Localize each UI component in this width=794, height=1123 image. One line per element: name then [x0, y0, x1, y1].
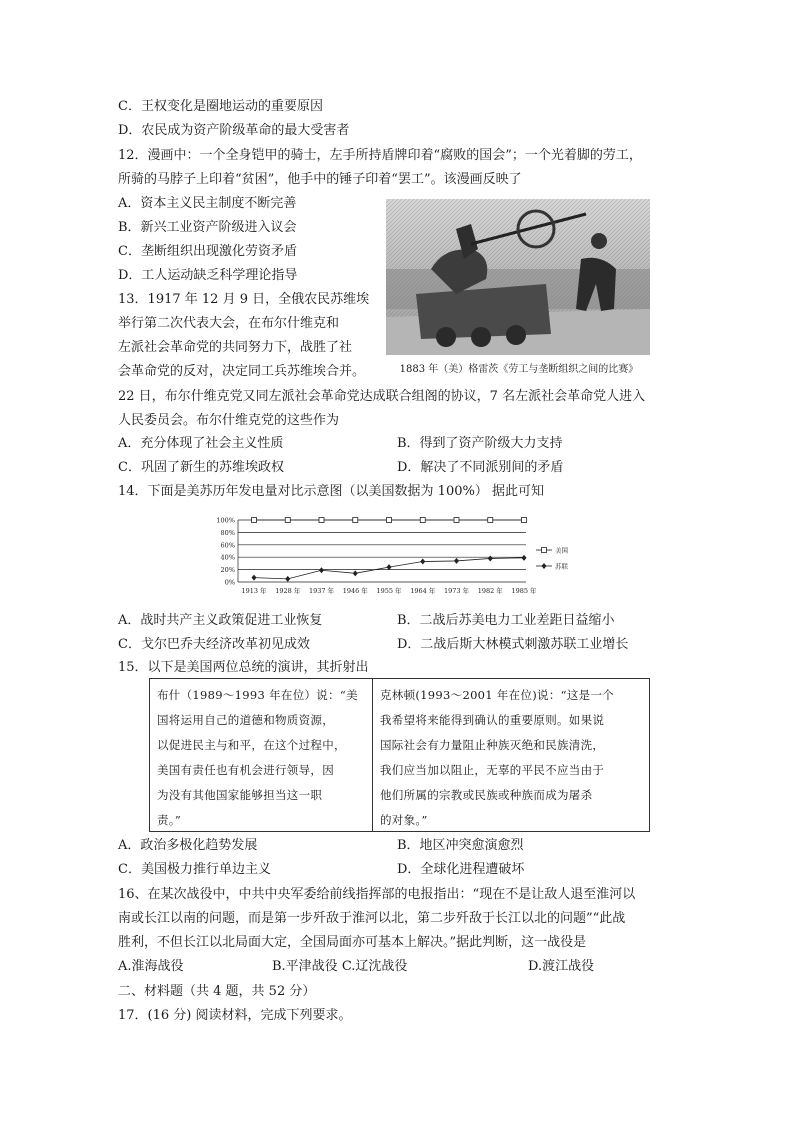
data-point [420, 559, 425, 565]
data-point [454, 558, 459, 564]
q13-option-b: B．得到了资产阶级大力支持 [397, 436, 563, 451]
x-tick-label: 1928 年 [275, 587, 301, 595]
q11-option-d: D．农民成为资产阶级革命的最大受害者 [118, 123, 350, 138]
data-point [488, 518, 493, 523]
x-tick-label: 1964 年 [410, 587, 436, 595]
q13-stem-line-3: 左派社会革命党的共同努力下，战胜了社 [118, 340, 353, 355]
q17-stem: 17．(16 分) 阅读材料，完成下列要求。 [118, 1008, 352, 1023]
legend-marker [542, 548, 547, 553]
cartoon-illustration [386, 199, 650, 355]
q13-stem-line-6: 人民委员会。布尔什维克党的这些作为 [118, 413, 340, 428]
q14-option-d: D．二战后斯大林模式刺激苏联工业增长 [397, 637, 629, 652]
q13-stem-line-4: 会革命党的反对，决定同工兵苏维埃合并。 [118, 364, 366, 379]
q16-option-d: D.渡江战役 [528, 959, 595, 974]
q13-option-d: D．解决了不同派别间的矛盾 [397, 460, 564, 475]
data-point [252, 518, 257, 523]
q16-stem-line-3: 胜利，不但长江以北局面大定，全国局面亦可基本上解决。”据此判断，这一战役是 [118, 935, 587, 950]
q12-stem-line-2: 所骑的马脖子上印着“贫困”，他手中的锤子印着“罢工”。该漫画反映了 [118, 172, 522, 187]
legend-label: 美国 [555, 546, 568, 555]
speech-quote-table [149, 678, 650, 832]
y-tick-label: 40% [220, 553, 235, 562]
legend-label: 苏联 [555, 562, 568, 571]
electricity-comparison-chart [206, 512, 596, 600]
q13-stem-line-2: 举行第二次代表大会，在布尔什维克和 [118, 316, 340, 331]
q14-stem: 14．下面是美苏历年发电量对比示意图（以美国数据为 100%） 据此可知 [118, 484, 544, 499]
q13-stem-line-5: 22 日，布尔什维克党又同左派社会革命党达成联合组阁的协议，7 名左派社会革命党人进入 [118, 389, 646, 404]
q12-stem-line-1: 12．漫画中：一个全身铠甲的骑士，左手所持盾牌印着“腐败的国会”；一个光着脚的劳工， [118, 148, 642, 163]
q15-option-b: B．地区冲突愈演愈烈 [397, 838, 524, 853]
q15-stem: 15．以下是美国两位总统的演讲，其折射出 [118, 660, 369, 675]
q16-option-a: A.淮海战役 [118, 959, 184, 974]
q12-option-c: C．垄断组织出现激化劳资矛盾 [118, 244, 297, 259]
x-tick-label: 1985 年 [511, 587, 537, 595]
x-tick-label: 1955 年 [376, 587, 402, 595]
q14-option-b: B．二战后苏美电力工业差距日益缩小 [397, 613, 615, 628]
y-tick-label: 0% [224, 578, 235, 587]
data-point [387, 518, 392, 523]
q15-option-c: C．美国极力推行单边主义 [118, 862, 271, 877]
q12-option-a: A．资本主义民主制度不断完善 [118, 196, 297, 211]
x-tick-label: 1982 年 [477, 587, 503, 595]
legend-marker [542, 563, 547, 569]
clinton-quote: 克林顿(1993～2001 年在位)说：“这是一个 我希望将来能得到确认的重要原则。如果说 国际社会有力量阻止种族灭绝和民族清洗， 我们应当加以阻止，无辜的平民不应当由于 他们所属的宗教或民族或种族而成为屠杀 的对象。” [380, 688, 615, 827]
data-point [285, 518, 290, 523]
q12-option-d: D．工人运动缺乏科学理论指导 [118, 268, 298, 283]
q11-option-c: C．王权变化是圈地运动的重要原因 [118, 99, 323, 114]
section-2-heading: 二、材料题（共 4 题，共 52 分） [118, 984, 316, 999]
data-point [319, 567, 324, 573]
data-point [353, 518, 358, 523]
q16-stem-line-1: 16、在某次战役中，中共中央军委给前线指挥部的电报指出：“现在不是让敌人退至淮河以 [118, 887, 636, 902]
y-tick-label: 60% [220, 541, 235, 550]
q15-option-a: A．政治多极化趋势发展 [118, 838, 258, 853]
data-point [454, 518, 459, 523]
q14-option-a: A．战时共产主义政策促进工业恢复 [118, 613, 323, 628]
x-tick-label: 1913 年 [241, 587, 267, 595]
q13-stem-line-1: 13．1917 年 12 月 9 日，全俄农民苏维埃 [118, 292, 370, 307]
x-tick-label: 1973 年 [443, 587, 470, 595]
data-point [353, 570, 358, 576]
x-tick-label: 1937 年 [308, 587, 335, 595]
data-point [252, 575, 257, 581]
data-point [420, 518, 425, 523]
q13-option-a: A．充分体现了社会主义性质 [118, 436, 284, 451]
y-tick-label: 100% [216, 516, 235, 525]
bush-quote: 布什（1989～1993 年在位）说：“美 国将运用自己的道德和物质资源， 以促进民主与和平，在这个过程中， 美国有责任也有机会进行领导，因 为没有其他国家能够担当这一职 责。” [150, 679, 373, 831]
data-point [387, 564, 392, 570]
data-point [522, 555, 527, 561]
data-point [319, 518, 324, 523]
data-point [285, 576, 290, 582]
cartoon-caption: 1883 年（美）格雷茨《劳工与垄断组织之间的比赛》 [399, 364, 639, 375]
y-tick-label: 20% [220, 566, 235, 575]
q16-stem-line-2: 南或长江以南的问题，而是第一步歼敌于淮河以北，第二步歼敌于长江以北的问题”“此战 [118, 911, 626, 926]
data-point [522, 518, 527, 523]
data-point [488, 555, 493, 561]
q13-option-c: C．巩固了新生的苏维埃政权 [118, 460, 284, 475]
x-tick-label: 1946 年 [342, 587, 368, 595]
q14-option-c: C．戈尔巴乔夫经济改革初见成效 [118, 637, 310, 652]
q15-option-d: D．全球化进程遭破坏 [397, 862, 525, 877]
q12-option-b: B．新兴工业资产阶级进入议会 [118, 220, 297, 235]
q16-option-b-c: B.平津战役 C.辽沈战役 [272, 959, 408, 974]
y-tick-label: 80% [220, 528, 235, 537]
